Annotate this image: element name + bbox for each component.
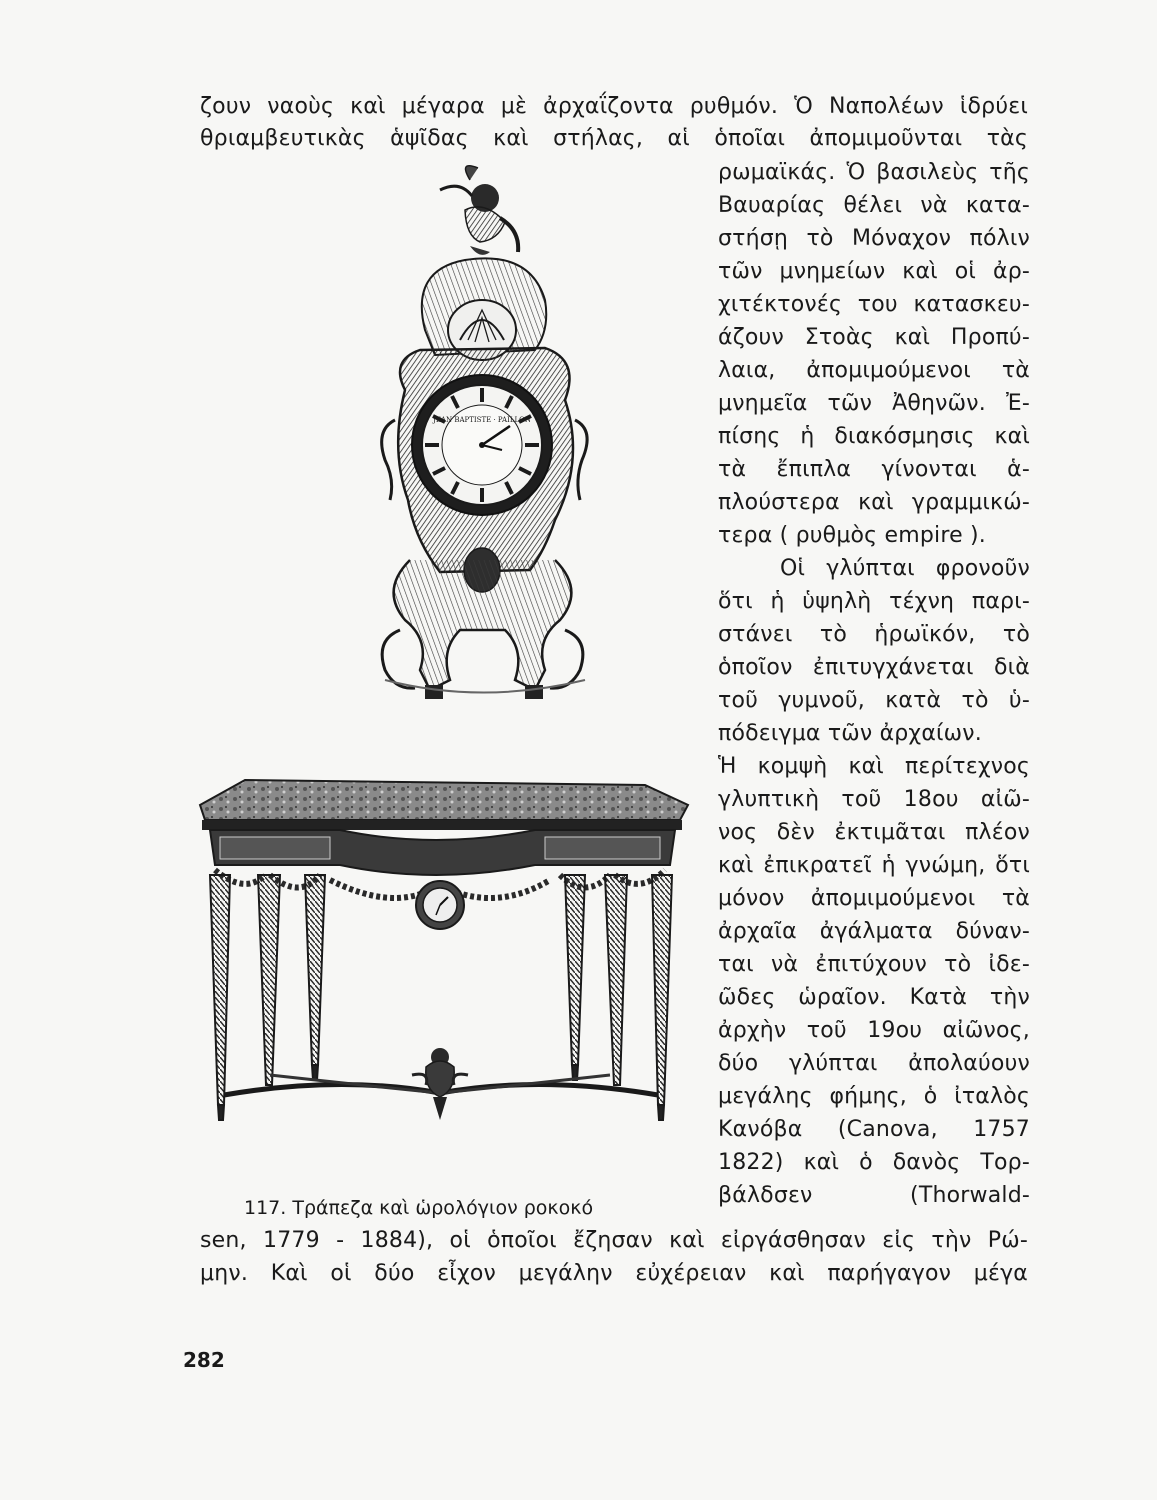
text-line-17: στάνει τὸ ἡρωϊκόν, τὸ	[718, 622, 1030, 647]
text-line-35: sen, 1779 - 1884), οἱ ὁποῖοι ἔζησαν καὶ εἰργάσθησαν εἰς τὴν Ρώ-	[200, 1228, 1028, 1253]
text-line-6: τῶν μνημείων καὶ οἱ ἀρ-	[718, 259, 1030, 284]
text-line-29: ἀρχὴν τοῦ 19ου αἰῶνος,	[718, 1018, 1030, 1043]
clock-base	[382, 548, 585, 699]
text-line-24: καὶ ἐπικρατεῖ ἡ γνώμη, ὅτι	[718, 853, 1030, 878]
text-line-3: ρωμαϊκάς. Ὁ βασιλεὺς τῆς	[718, 160, 1030, 185]
text-line-5: στήσῃ τὸ Μόναχον πόλιν	[718, 226, 1030, 251]
console-table-illustration	[190, 775, 690, 1165]
marble-tabletop	[200, 780, 688, 820]
figure-caption: 117. Τράπεζα καὶ ὡρολόγιον ροκοκό	[244, 1197, 594, 1219]
text-line-28: ῶδες ὡραῖον. Κατὰ τὴν	[718, 985, 1030, 1010]
text-line-27: ται νὰ ἐπιτύχουν τὸ ἰδε-	[718, 952, 1030, 977]
text-line-14: τερα ( ρυθμὸς empire ).	[718, 523, 986, 548]
page-number: 282	[183, 1348, 225, 1372]
rococo-clock-illustration	[370, 160, 700, 720]
text-line-18: ὁποῖον ἐπιτυγχάνεται διὰ	[718, 655, 1030, 680]
text-line-23: νος δὲν ἐκτιμᾶται πλέον	[718, 820, 1030, 845]
clock-face	[412, 375, 552, 515]
text-line-33: 1822) καὶ ὁ δανὸς Τορ-	[718, 1150, 1030, 1175]
text-line-26: ἀρχαῖα ἀγάλματα δύναν-	[718, 919, 1030, 944]
medallion-clock	[416, 881, 464, 929]
text-line-22: γλυπτικὴ τοῦ 18ου αἰῶ-	[718, 787, 1030, 812]
text-line-7: χιτέκτονές του κατασκευ-	[718, 292, 1030, 317]
text-line-19: τοῦ γυμνοῦ, κατὰ τὸ ὑ-	[718, 688, 1030, 713]
text-line-10: μνημεῖα τῶν Ἀθηνῶν. Ἐ-	[718, 391, 1030, 416]
text-line-16: ὅτι ἡ ὑψηλὴ τέχνη παρι-	[718, 589, 1030, 614]
text-line-32: Κανόβα (Canova, 1757	[718, 1117, 1030, 1142]
text-line-25: μόνον ἀπομιμούμενοι τὰ	[718, 886, 1030, 911]
text-line-36: μην. Καὶ οἱ δύο εἶχον μεγάλην εὐχέρειαν καὶ παρήγαγον μέγα	[200, 1261, 1028, 1286]
text-line-20: πόδειγμα τῶν ἀρχαίων.	[718, 721, 982, 746]
text-line-34: βάλδσεν (Thorwald-	[718, 1183, 1030, 1208]
cherub-finial	[440, 166, 518, 255]
text-line-21: Ἡ κομψὴ καὶ περίτεχνος	[718, 754, 1030, 779]
text-line-13: πλούστερα καὶ γραμμικώ-	[718, 490, 1030, 515]
stretcher-with-cherub	[224, 1048, 658, 1120]
text-line-9: λαια, ἀπομιμούμενοι τὰ	[718, 358, 1030, 383]
text-line-2: θριαμβευτικὰς ἁψῖδας καὶ στήλας, αἱ ὁποῖαι ἀπομιμοῦνται τὰς	[200, 126, 1028, 151]
text-line-4: Βαυαρίας θέλει νὰ κατα-	[718, 193, 1030, 218]
text-line-15: Οἱ γλύπται φρονοῦν	[780, 556, 1030, 581]
clock-maker-inscription: JEAN BAPTISTE · PAILLON	[433, 416, 531, 424]
text-line-12: τὰ ἔπιπλα γίνονται ἁ-	[718, 457, 1030, 482]
text-line-1: ζουν ναοὺς καὶ μέγαρα μὲ ἀρχαΐζοντα ρυθμόν. Ὁ Ναπολέων ἱδρύει	[200, 94, 1028, 119]
clock-crest	[422, 258, 546, 360]
text-line-8: άζουν Στοὰς καὶ Προπύ-	[718, 325, 1030, 350]
text-line-30: δύο γλύπται ἀπολαύουν	[718, 1051, 1030, 1076]
text-line-31: μεγάλης φήμης, ὁ ἰταλὸς	[718, 1084, 1030, 1109]
text-line-11: πίσης ἡ διακόσμησις καὶ	[718, 424, 1030, 449]
table-apron	[202, 820, 682, 875]
